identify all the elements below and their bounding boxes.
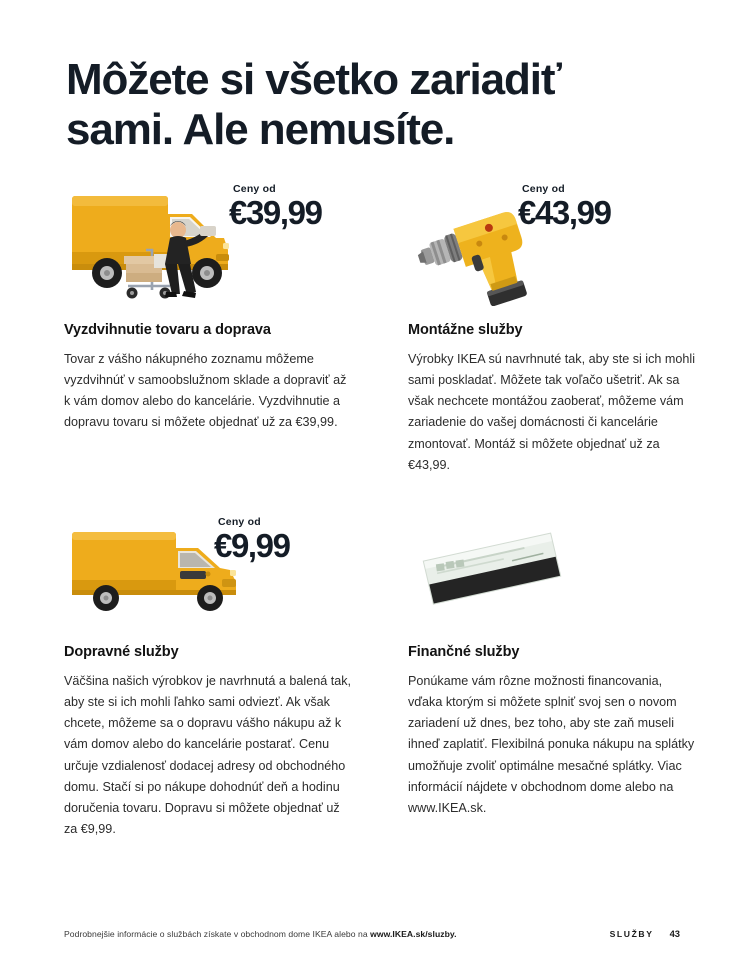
price-from-label: Ceny od xyxy=(233,183,276,195)
service-media-assembly xyxy=(408,180,708,308)
footer-section-label: SLUŽBY xyxy=(609,929,654,939)
service-body-transport: Väčšina našich výrobkov je navrhnutá a balená tak, aby ste si ich mohli ľahko sami odviezť. Ak však chcete, môžeme sa o dopravu vášho nákupu až k vám domov alebo do kancelárie postarať. Cenu určuje vzdialenosť dodacej adresy od obchodného domu. Stačí si po nákupe dohodnúť deň a hodinu doručenia tovaru. Dopravu si môžete objednať už za €9,99. xyxy=(64,674,352,837)
footer-note xyxy=(64,929,457,939)
price-value: €43,99 xyxy=(518,193,611,231)
service-media-transport xyxy=(64,512,364,630)
service-title-assembly: Montážne služby xyxy=(408,322,523,338)
credit-card-icon xyxy=(410,530,570,622)
price-from-label: Ceny od xyxy=(522,183,565,195)
service-title-pickup-delivery: Vyzdvihnutie tovaru a doprava xyxy=(64,322,271,338)
service-card-assembly xyxy=(408,180,708,476)
page-title-line-1: Môžete si všetko zariadiť xyxy=(66,55,561,105)
page-number: 43 xyxy=(669,928,680,939)
service-card-pickup-delivery xyxy=(64,180,364,434)
service-body-pickup-delivery: Tovar z vášho nákupného zoznamu môžeme vyzdvihnúť v samoobslužnom sklade a dopraviť až k vám domov alebo do kancelárie. Vyzdvihnutie a dopravu tovaru si môžete objednať už za €39,99. xyxy=(64,352,347,430)
service-title-financial: Finančné služby xyxy=(408,644,520,660)
price-from-label: Ceny od xyxy=(218,516,261,528)
service-card-financial xyxy=(408,512,708,819)
price-block-pickup-delivery xyxy=(229,184,322,229)
page-title-line-2: sami. Ale nemusíte. xyxy=(66,104,455,154)
footer-right-group xyxy=(610,928,680,939)
delivery-truck-with-porter-icon xyxy=(66,186,251,308)
service-body-assembly: Výrobky IKEA sú navrhnuté tak, aby ste si ich mohli sami poskladať. Môžete tak voľačo ušetriť. Ak sa však nechcete montážou zaoberať, môžeme vám zariadenie do vašej domácnosti či kancelárie zmontovať. Montáž si môžete objednať už za €43,99. xyxy=(408,352,695,472)
service-media-pickup-delivery xyxy=(64,180,364,308)
footer-note-text: Podrobnejšie informácie o službách získate v obchodnom dome IKEA alebo na xyxy=(64,929,371,939)
page-title xyxy=(66,55,686,154)
page-footer xyxy=(64,928,680,939)
service-media-financial xyxy=(408,512,708,630)
price-value: €39,99 xyxy=(229,193,322,231)
service-title-transport: Dopravné služby xyxy=(64,644,179,660)
price-value: €9,99 xyxy=(214,526,290,564)
price-block-transport xyxy=(214,517,290,562)
service-body-financial: Ponúkame vám rôzne možnosti financovania, vďaka ktorým si môžete splniť svoj sen o novom zariadení už dnes, bez toho, aby ste zaň museli ihneď zaplatiť. Flexibilná ponuka nákupu na splátky umožňuje zvoliť optimálne mesačné splátky. Viac informácií nájdete v obchodnom dome alebo na www.IKEA.sk. xyxy=(408,674,695,815)
footer-note-link[interactable]: www.IKEA.sk/sluzby. xyxy=(370,929,457,939)
price-block-assembly xyxy=(518,184,611,229)
service-card-transport xyxy=(64,512,364,840)
